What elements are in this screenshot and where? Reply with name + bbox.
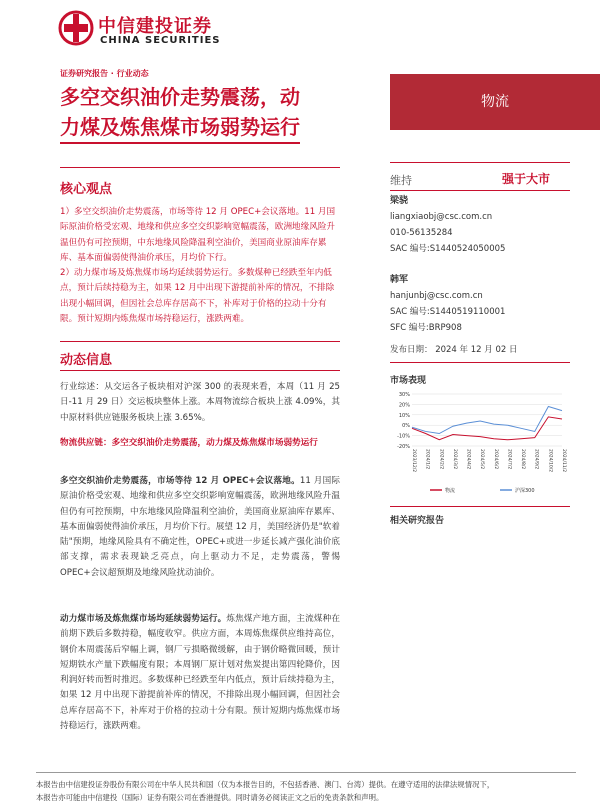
divider (60, 341, 340, 342)
divider (390, 190, 570, 191)
divider (390, 362, 570, 363)
analyst-cert: SAC 编号:S1440524050005 (390, 244, 506, 254)
series-line-物流 (412, 417, 562, 440)
industry-label: 物流 (390, 74, 600, 130)
disclaimer (36, 778, 576, 804)
analyst-2 (390, 272, 590, 336)
report-type: 证券研究报告 · 行业动态 (60, 69, 149, 78)
core-paragraph-1: 1）多空交织油价走势震荡，市场等待 12 月 OPEC+会议落地。11 月国际原油价格受宏观、地缘和供应多空交织影响宽幅震荡，欧洲地缘风险升温但仍有可控预期，中东地缘风险降温利空油价，美国商业原油库存累库、基本面偏弱使得油价承压，月均价下行。 (60, 207, 336, 263)
x-tick-label: 2024/7/2 (506, 449, 512, 470)
report-title (60, 82, 360, 144)
divider (60, 167, 340, 168)
core-view-text (60, 205, 340, 327)
market-performance-heading: 市场表现 (390, 376, 427, 386)
analyst-name: 韩军 (390, 275, 409, 285)
dynamic-info-heading: 动态信息 (60, 353, 113, 368)
divider (36, 772, 576, 773)
y-tick-label: 20% (398, 402, 410, 409)
x-tick-label: 2024/2/2 (438, 449, 444, 470)
series-line-沪深300 (412, 406, 562, 433)
legend-label: 沪深300 (515, 488, 535, 494)
x-tick-label: 2024/5/2 (479, 449, 485, 470)
divider (60, 370, 340, 371)
coal-paragraph-body: 炼焦煤产地方面，主流煤种在前期下跌后多数持稳，幅度收窄。供应方面，本周炼焦煤供应维持高位，钢价本周震荡后窄幅上调，钢厂亏损略微缓解，由于钢价略微回暖，预计短期铁水产量下跌幅度有限；本周钢厂原计划对焦炭提出第四轮降价，因利润好转而暂时推迟。多数煤种已经跌至年内低点，预计后续持稳为主，如果 12 月中出现下游提前补库的情况，不排除出现小幅回调，但因社会总库存居高不下，补库对于价格的拉动十分有限。预计短期内炼焦煤市场持稳运行，涨跌两难。 (60, 614, 340, 732)
x-tick-label: 2024/1/2 (424, 449, 430, 470)
analyst-email[interactable]: liangxiaobj@csc.com.cn (390, 212, 493, 222)
company-logo (58, 10, 221, 50)
company-name-cn: 中信建投证券 (98, 16, 212, 37)
x-tick-label: 2024/9/2 (533, 449, 539, 470)
oil-paragraph (60, 474, 340, 581)
legend-label: 物流 (445, 488, 456, 494)
related-reports-heading: 相关研究报告 (390, 516, 445, 526)
x-tick-label: 2024/8/2 (520, 449, 526, 470)
analyst-1 (390, 193, 590, 257)
x-tick-label: 2024/6/2 (492, 449, 498, 470)
divider (390, 162, 570, 163)
coal-paragraph (60, 612, 340, 734)
disclaimer-line1: 本报告由中信建投证券股份有限公司在中华人民共和国（仅为本报告目的，不包括香港、澳门、台湾）提供。在遵守适用的法律法规情况下， (36, 780, 495, 789)
y-tick-label: 30% (398, 392, 410, 398)
publish-date: 发布日期： 2024 年 12 月 02 日 (390, 345, 518, 355)
x-tick-label: 2024/4/2 (465, 449, 471, 470)
x-tick-label: 2023/12/2 (411, 449, 416, 473)
analyst-cert: SAC 编号:S1440519110001 (390, 307, 506, 317)
y-tick-label: -10% (397, 433, 410, 440)
oil-paragraph-lead: 多空交织油价走势震荡，市场等待 12 月 OPEC+会议落地。 (60, 476, 300, 486)
supply-chain-heading: 物流供应链：多空交织油价走势震荡，动力煤及炼焦煤市场弱势运行 (60, 438, 318, 448)
analyst-phone: 010-56135284 (390, 228, 453, 238)
y-tick-label: 0% (402, 423, 410, 430)
y-tick-label: 10% (398, 412, 410, 419)
report-title-line1: 多空交织油价走势震荡，动 (60, 85, 300, 109)
divider (390, 506, 570, 507)
x-tick-label: 2024/10/2 (547, 449, 553, 473)
oil-paragraph-body: 11 月国际原油价格受宏观、地缘和供应多空交织影响宽幅震荡，欧洲地缘风险升温但仍有可控预期，中东地缘风险降温利空油价，美国商业原油库存累库、基本面偏弱使得油价承压，月均价下行。展望 12 月，美国经济仍是"软着陆"预期，地缘风险具有不确定性，OPEC+或进一步延长减产强化油价底部支撑，需求表现缺乏亮点，向上驱动力不足，走势震荡，警惕 OPEC+会议超预期及地缘风险扰动油价。 (60, 476, 340, 578)
industry-overview: 行业综述：从交运各子板块相对沪深 300 的表现来看，本周（11 月 25 日-11 月 29 日）交运板块整体上涨。本周物流综合板块上涨 4.09%，其中原材料供应链服务板块上涨 3.65%。 (60, 382, 340, 423)
core-view-heading: 核心观点 (60, 182, 113, 197)
market-performance-chart (390, 390, 580, 498)
company-name-en: CHINA SECURITIES (100, 35, 221, 46)
core-paragraph-2: 2）动力煤市场及炼焦煤市场均延续弱势运行。多数煤种已经跌至年内低点，预计后续持稳为主，如果 12 月中出现下游提前补库的情况，不排除出现小幅回调，但因社会总库存居高不下，补库对于价格的拉动十分有限。预计短期内炼焦煤市场持稳运行，涨跌两难。 (60, 268, 335, 325)
rating-value: 强于大市 (502, 172, 551, 186)
disclaimer-line2: 本报告亦可能由中信建投（国际）证券有限公司在香港提供。同时请务必阅读正文之后的免责条款和声明。 (36, 793, 384, 802)
rating-label: 维持 (390, 174, 412, 187)
x-tick-label: 2024/11/2 (561, 449, 566, 473)
report-title-line2: 力煤及炼焦煤市场弱势运行 (60, 112, 300, 144)
company-logo-icon (58, 10, 94, 46)
analyst-cert-sfc: SFC 编号:BRP908 (390, 323, 462, 333)
y-tick-label: -20% (397, 444, 410, 450)
coal-paragraph-lead: 动力煤市场及炼焦煤市场均延续弱势运行。 (60, 614, 227, 624)
analyst-name: 梁骁 (390, 196, 409, 206)
x-tick-label: 2024/3/2 (451, 449, 457, 470)
analyst-email[interactable]: hanjunbj@csc.com.cn (390, 291, 483, 301)
